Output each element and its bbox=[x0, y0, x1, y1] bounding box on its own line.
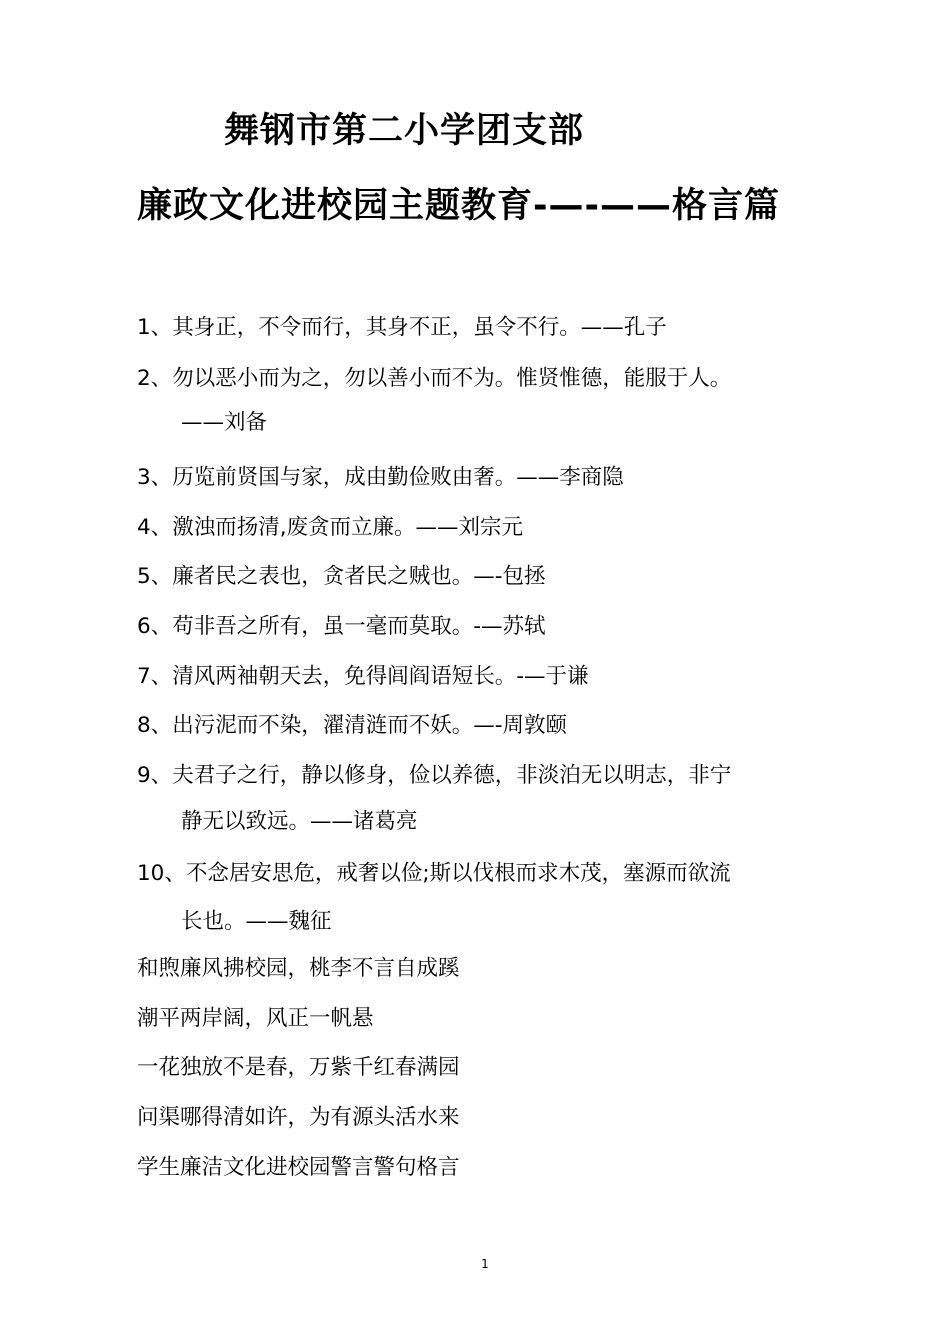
document-title-line2: 廉政文化进校园主题教育-—-——格言篇 bbox=[137, 186, 781, 226]
slogan-line-3: 一花独放不是春，万紫千红春满园 bbox=[137, 1055, 460, 1080]
slogan-line-5: 学生廉洁文化进校园警言警句格言 bbox=[137, 1155, 460, 1180]
quote-text: 夫君子之行，静以修身，俭以养德，非淡泊无以明志，非宁 bbox=[172, 763, 732, 788]
quote-item-2-continuation: ——刘备 bbox=[181, 410, 268, 435]
quote-number: 7、 bbox=[137, 664, 173, 689]
quote-text: 激浊而扬清,废贪而立廉。——刘宗元 bbox=[172, 515, 524, 540]
quote-text: 清风两袖朝天去，免得闾阎语短长。-—于谦 bbox=[172, 664, 589, 689]
slogan-line-2: 潮平两岸阔，风正一帆悬 bbox=[137, 1006, 374, 1031]
quote-number: 10、 bbox=[137, 861, 186, 886]
quote-item-9-continuation: 静无以致远。——诸葛亮 bbox=[181, 809, 418, 834]
quote-item-7 bbox=[137, 654, 827, 700]
quote-number: 8、 bbox=[137, 713, 173, 738]
quote-item-1 bbox=[137, 305, 827, 351]
quote-number: 6、 bbox=[137, 614, 173, 639]
quote-text: 廉者民之表也，贪者民之贼也。—-包拯 bbox=[172, 564, 546, 589]
document-title-line1: 舞钢市第二小学团支部 bbox=[224, 111, 585, 151]
quote-item-4 bbox=[137, 505, 827, 551]
quote-number: 9、 bbox=[137, 763, 173, 788]
quote-item-9 bbox=[137, 753, 827, 799]
quote-text: 其身正，不令而行，其身不正，虽令不行。——孔子 bbox=[172, 315, 667, 340]
quote-item-10-continuation: 长也。——魏征 bbox=[181, 909, 332, 934]
quote-text: 不念居安思危，戒奢以俭;斯以伐根而求木茂，塞源而欲流 bbox=[185, 861, 731, 886]
quote-number: 4、 bbox=[137, 515, 173, 540]
quote-item-6 bbox=[137, 604, 827, 650]
quote-item-2 bbox=[137, 356, 827, 402]
quote-number: 1、 bbox=[137, 315, 173, 340]
quote-text: 苟非吾之所有，虽一毫而莫取。-—苏轼 bbox=[172, 614, 546, 639]
quote-text: 历览前贤国与家，成由勤俭败由奢。——李商隐 bbox=[172, 465, 624, 490]
quote-text: 勿以恶小而为之，勿以善小而不为。惟贤惟德，能服于人。 bbox=[172, 366, 732, 391]
quote-number: 2、 bbox=[137, 366, 173, 391]
quote-number: 5、 bbox=[137, 564, 173, 589]
page-number: 1 bbox=[481, 1257, 489, 1271]
quote-item-10 bbox=[137, 851, 827, 897]
quote-item-3 bbox=[137, 455, 827, 501]
quote-item-5 bbox=[137, 554, 827, 600]
quote-item-8 bbox=[137, 703, 827, 749]
quote-number: 3、 bbox=[137, 465, 173, 490]
slogan-line-1: 和煦廉风拂校园，桃李不言自成蹊 bbox=[137, 956, 460, 981]
slogan-line-4: 问渠哪得清如许，为有源头活水来 bbox=[137, 1105, 460, 1130]
quote-text: 出污泥而不染，濯清涟而不妖。—-周敦颐 bbox=[172, 713, 567, 738]
